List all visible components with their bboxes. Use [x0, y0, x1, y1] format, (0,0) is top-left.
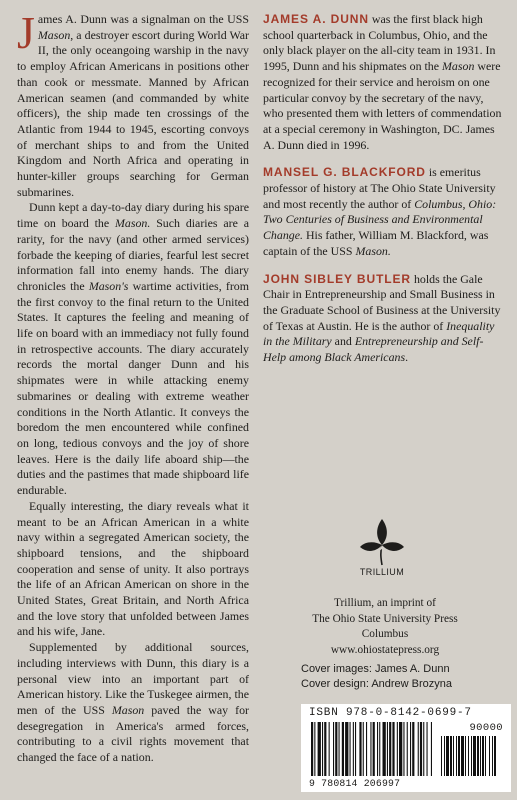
barcode-bar — [377, 722, 378, 776]
drop-cap: J — [17, 7, 35, 58]
barcode-addon-bar — [456, 736, 457, 776]
barcode-addon-bar — [450, 736, 452, 776]
barcode-bar — [379, 722, 380, 776]
author-name: JAMES A. DUNN — [263, 12, 369, 26]
barcode-bar — [324, 722, 326, 776]
barcode-bar — [366, 722, 367, 776]
bio-john-butler: JOHN SIBLEY BUTLER holds the Gale Chair in Entrepreneurship and Small Business in the Graduate School of Business at the University of Texas at Austin. He is the author of Inequality in the Military and Entrepreneurship and Self-Help among Black Americans. — [263, 271, 501, 365]
barcode-addon-bar — [461, 736, 464, 776]
barcode-addon-bar — [465, 736, 466, 776]
barcode-bar — [383, 722, 386, 776]
barcode-bar — [359, 722, 361, 776]
barcode-bar — [318, 722, 321, 776]
barcode-bar — [431, 722, 432, 776]
barcode-addon-bar — [444, 736, 445, 776]
barcode-bar — [423, 722, 424, 776]
barcode-bar — [370, 722, 371, 776]
barcode-addon-bar — [468, 736, 469, 776]
trillium-flower-icon — [357, 515, 407, 575]
barcode-addon-bar — [473, 736, 476, 776]
imprint-logo-label: TRILLIUM — [359, 567, 405, 577]
barcode-bar — [373, 722, 375, 776]
barcode-addon-bar — [494, 736, 496, 776]
barcode-bar — [389, 722, 391, 776]
barcode-bar — [397, 722, 398, 776]
barcode-addon-bar — [482, 736, 484, 776]
description-paragraph-3: Equally interesting, the diary reveals what it meant to be an African American in a white navy within a segregated American society, the shipboard tensions, and the shipboard cooperation and sense of unity. It also portrays the life of an African American on shore in the United States, Great Britain, and North Africa and the love story that unfolded between James and his wife, Jane. — [17, 498, 249, 639]
description-paragraph-4: Supplemented by additional sources, including interviews with Dunn, this diary is a personal view into an important part of American history. Like the Tuskegee airmen, the men of the USS Mason paved the way for desegregation in America's armed forces, contributing to a civil rights movement that changed the face of a nation. — [17, 640, 249, 765]
barcode-bar — [407, 722, 408, 776]
barcode-addon-bar — [489, 736, 490, 776]
cover-credits — [301, 662, 511, 691]
author-name: MANSEL G. BLACKFORD — [263, 165, 426, 180]
barcode-bar — [322, 722, 323, 776]
barcode-bar — [345, 722, 348, 776]
barcode-addon-bar — [453, 736, 454, 776]
barcode-addon-bar — [477, 736, 479, 776]
bio-james-dunn: JAMES A. DUNN was the first black high school quarterback in Columbus, Ohio, and the only black player on the all-city team in 1931. In 1995, Dunn and his shipmates on the Mason were recognized for their service and heroism on one particular convoy by the secretary of the navy, who presented them with letters of commendation at a special ceremony in Washington, DC. James A. Dunn died in 1996. — [263, 12, 502, 152]
bio-mansel-blackford: MANSEL G. BLACKFORD is emeritus professor of history at The Ohio State University and most recently the author of Columbus, Ohio: Two Centuries of Business and Environmental Change. His father, William M. Blackford, was captain of the USS Mason. — [263, 165, 497, 258]
author-name: JOHN SIBLEY BUTLER — [263, 271, 411, 286]
barcode-addon-bar — [441, 736, 442, 776]
publisher-info — [300, 596, 470, 658]
barcode-bar — [410, 722, 411, 776]
publisher-line-3: Columbus — [361, 628, 409, 640]
publisher-website: www.ohiostatepress.org — [330, 643, 440, 656]
description-column — [17, 7, 249, 766]
description-paragraph-1: James A. Dunn was a signalman on the USS Mason, a destroyer escort during World War II, the only oceangoing warship in the navy to employ African Americans in positions other than cook or messmate. Manned by African American seamen (and commanded by white officers), the ship made ten crossings of the Atlantic from 1944 to 1945, escorting convoys of merchant ships to and from the United Kingdom and North Africa and operating in hunter-killer groups searching for German submarines. — [17, 7, 249, 199]
author-bios-column — [263, 12, 503, 378]
barcode-bar — [350, 722, 351, 776]
barcode-digits: 9 780814 206997 — [309, 778, 401, 789]
price-code: 90000 — [469, 722, 503, 734]
barcode-bar — [339, 722, 340, 776]
barcode-bar — [418, 722, 419, 776]
barcode-bar — [333, 722, 334, 776]
barcode-bar — [355, 722, 356, 776]
barcode-addon-bar — [471, 736, 472, 776]
barcode-addon-bar — [480, 736, 481, 776]
description-paragraph-2: Dunn kept a day-to-day diary during his spare time on board the Mason. Such diaries are a rarity, for the navy (and other armed services) forbade the keeping of diaries, fearful lest secret information fall into enemy hands. The diary chronicles the Mason's wartime activities, from the first convoy to the final return to the United States. It captures the feeling and meaning of life on board with an immediacy not fully found in retrospective accounts. The diary accurately records the mortal danger Dunn and his shipmates were in while attacking enemy submarines or dealing with extreme weather conditions in the North Atlantic. It conveys the boredom the men encountered while confined on long, tedious convoys and the joy of shore leaves. Here is the daily life aboard ship—the duties and the pastimes that made shipboard life endurable. — [17, 200, 249, 498]
cover-images-credit: Cover images: James A. Dunn — [301, 663, 450, 675]
isbn-number: ISBN 978-0-8142-0699-7 — [309, 707, 472, 719]
barcode-addon-bar — [458, 736, 460, 776]
barcode-bar — [392, 722, 394, 776]
barcode-bar — [387, 722, 388, 776]
barcode-bar — [353, 722, 354, 776]
barcode-addon-bar — [492, 736, 493, 776]
barcode-bar — [329, 722, 330, 776]
barcode-bar — [342, 722, 344, 776]
barcode-bar — [427, 722, 428, 776]
barcode-bar — [314, 722, 315, 776]
publisher-line-1: Trillium, an imprint of — [334, 597, 436, 609]
barcode-bar — [420, 722, 422, 776]
barcode-bar — [363, 722, 364, 776]
barcode-addon-bar — [485, 736, 486, 776]
barcode-block — [301, 704, 511, 792]
barcode-bar — [399, 722, 402, 776]
publisher-line-2: The Ohio State University Press — [312, 612, 458, 625]
barcode-addon-bar — [446, 736, 449, 776]
barcode-bar — [311, 722, 313, 776]
cover-design-credit: Cover design: Andrew Brozyna — [301, 677, 453, 690]
barcode-bar — [403, 722, 404, 776]
barcode-bar — [335, 722, 337, 776]
barcode-bar — [412, 722, 414, 776]
